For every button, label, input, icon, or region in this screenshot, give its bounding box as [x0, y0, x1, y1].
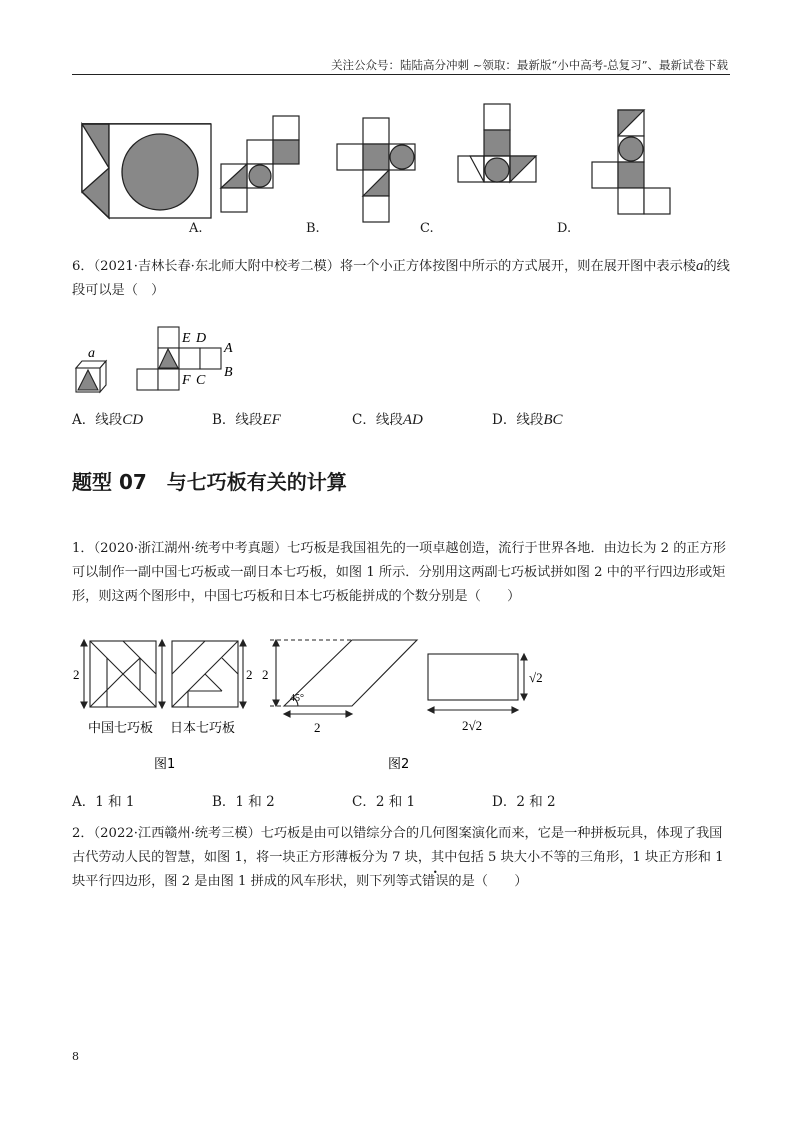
question-6-choice-a: A．线段CD	[72, 412, 144, 428]
header-text: 关注公众号：陆陆高分冲刺 ~领取：最新版“小中高考-总复习”、最新试卷下载	[331, 58, 728, 72]
fig6-label-c: C	[196, 373, 206, 388]
rectangle-height: √2	[529, 670, 543, 685]
question-6-var-a: a	[695, 258, 704, 274]
section-title: 与七巧板有关的计算	[166, 470, 347, 494]
section-heading	[72, 466, 347, 495]
fig6-label-B: B	[224, 365, 233, 380]
question-6-choice-b: B．线段EF	[212, 412, 281, 428]
net-b	[337, 118, 415, 222]
tangram-cn-side-left: 2	[73, 667, 80, 682]
question-2-emphasis: 错误	[422, 874, 449, 889]
question-2-stem-end: 的是（ ）	[448, 874, 528, 889]
option-d-label: D.	[557, 221, 572, 236]
option-c-label: C.	[420, 221, 434, 236]
option-a-label: A.	[189, 221, 203, 236]
question-1-text: 1．（2020·浙江湖州·统考中考真题）七巧板是我国祖先的一项卓越创造，流行于世界各地．由边长为 2 的正方形可以制作一副中国七巧板或一副日本七巧板，如图 1 所示．分别用这两副七巧板试拼如图 2 中的平行四边形或矩形，则这两个图形中，中国七巧板和日本七巧板能拼成的个数分别是（ ）	[72, 541, 726, 604]
fig6-label-a: a	[88, 346, 95, 361]
rectangle-width: 2√2	[462, 718, 483, 733]
parallelogram-base: 2	[314, 720, 321, 735]
question-6-text	[72, 254, 732, 303]
page-number: 8	[72, 1050, 79, 1063]
tangram-jp-label: 日本七巧板	[170, 721, 236, 736]
fig6-label-A: A	[224, 341, 233, 356]
fig6-label-e: E	[182, 331, 191, 346]
parallelogram-angle: 45°	[290, 693, 304, 704]
question-6-figure	[72, 324, 252, 394]
question-6-stem: 6．（2021·吉林长春·东北师大附中校考二模）将一个小正方体按图中所示的方式展开，则在展开图中表示棱	[72, 259, 696, 274]
fig6-label-d: D	[196, 331, 207, 346]
figure-2-caption: 图2	[388, 757, 410, 772]
question-1-choice-b: B．1 和 2	[212, 794, 275, 810]
question-1-choice-a: A．1 和 1	[72, 794, 135, 810]
tangram-jp-side-right: 2	[246, 667, 253, 682]
section-number: 题型 07	[72, 470, 147, 494]
parallelogram-height: 2	[262, 667, 269, 682]
question-1-choice-c: C．2 和 1	[352, 794, 416, 810]
tangram-cn-label: 中国七巧板	[88, 721, 154, 736]
header-rule	[72, 74, 730, 75]
net-d-figure	[588, 104, 678, 216]
cube-figure	[82, 124, 211, 218]
net-a	[221, 116, 299, 212]
question-2-text	[72, 822, 732, 894]
question-6-stem-end: 的线段可以是（ ）	[72, 259, 730, 298]
question-6-choice-d: D．线段BC	[492, 412, 563, 428]
question-1-figure	[72, 636, 562, 778]
question-2-stem: 2．（2022·江西赣州·统考三模）七巧板是由可以错综分合的几何图案演化而来，它是一种拼板玩具，体现了我国古代劳动人民的智慧，如图 1，将一块正方形薄板分为 7 块，其中包括 5 块大小不等的三角形，1 块正方形和 1 块平行四边形，图 2 是由图 1 拼成的风车形状，则下列等式	[72, 826, 724, 889]
option-b-label: B.	[306, 221, 320, 236]
question-6-choice-c: C．线段AD	[352, 412, 423, 428]
fig6-label-f: F	[182, 373, 191, 388]
cube-net-figures	[70, 98, 590, 240]
figure-1-caption: 图1	[154, 757, 176, 772]
question-1-choice-d: D．2 和 2	[492, 794, 556, 810]
net-c	[458, 104, 536, 188]
